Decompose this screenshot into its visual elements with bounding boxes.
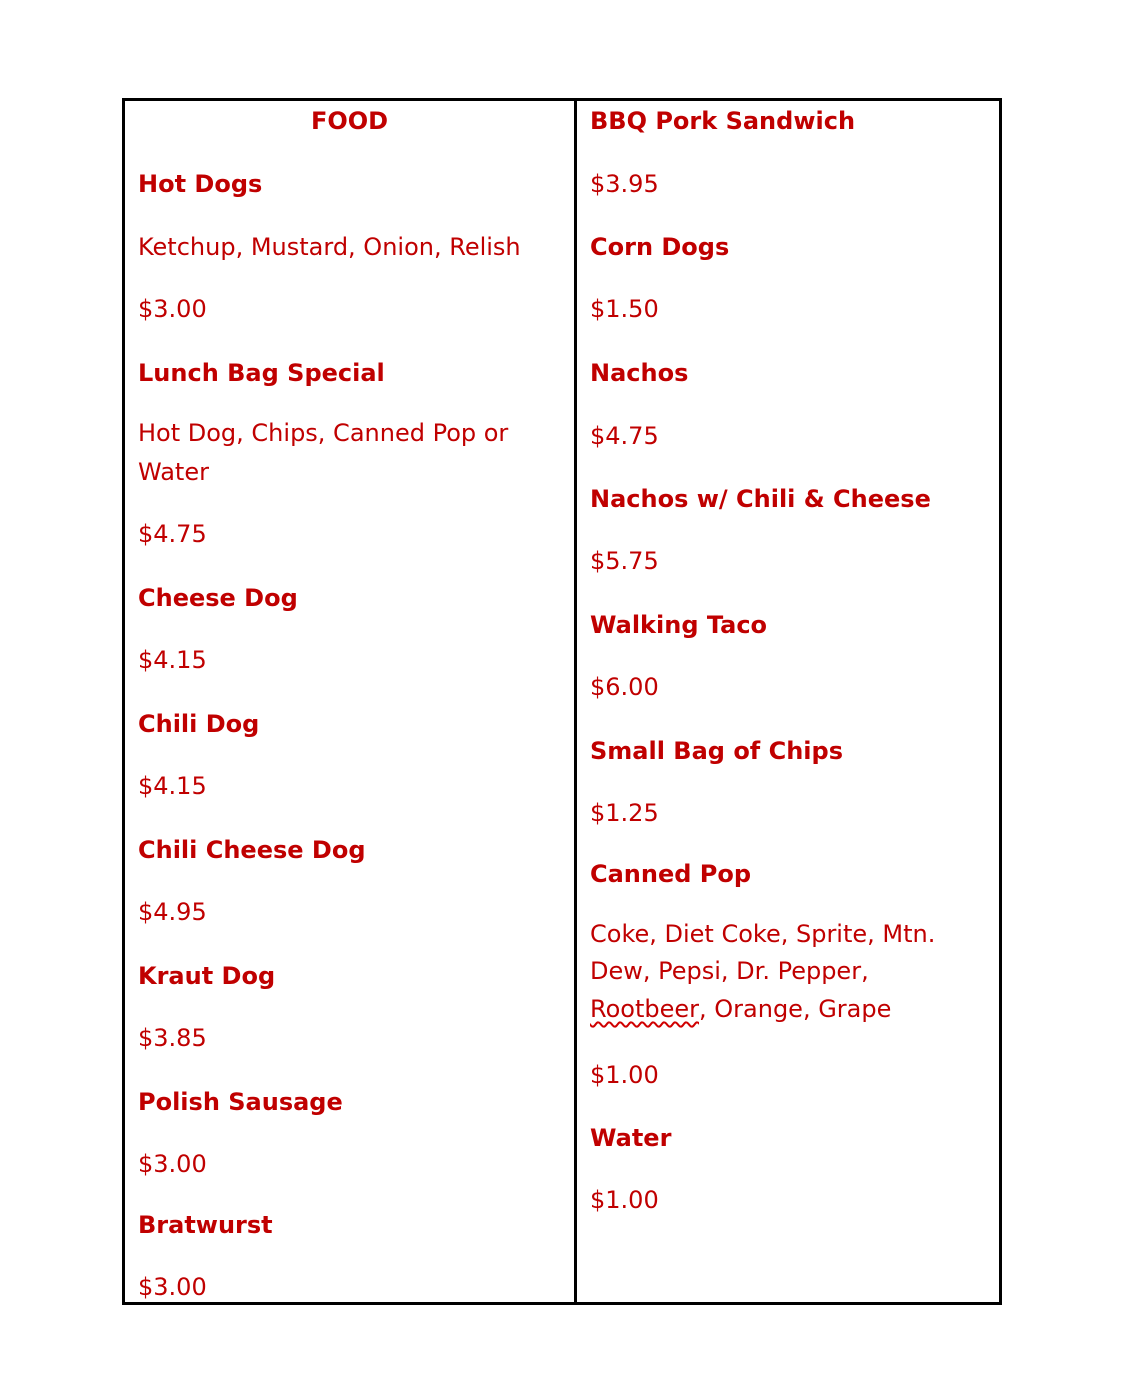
item-price: $4.75 (138, 520, 207, 548)
item-name: BBQ Pork Sandwich (590, 107, 856, 135)
item-desc: Water (138, 458, 209, 486)
item-name: Cheese Dog (138, 584, 298, 612)
item-name: Small Bag of Chips (590, 737, 843, 765)
item-price: $3.00 (138, 295, 207, 323)
item-price: $3.95 (590, 170, 659, 198)
food-column-right (577, 101, 999, 1302)
item-price: $4.15 (138, 646, 207, 674)
item-price: $1.25 (590, 799, 659, 827)
item-desc-rest: , Orange, Grape (699, 995, 892, 1023)
item-price: $3.00 (138, 1273, 207, 1301)
item-name: Polish Sausage (138, 1088, 343, 1116)
misspelled-word: Rootbeer (590, 995, 700, 1023)
item-name: Kraut Dog (138, 962, 276, 990)
food-column-left (125, 101, 577, 1302)
item-name: Chili Cheese Dog (138, 836, 366, 864)
item-price: $4.95 (138, 898, 207, 926)
item-desc (590, 990, 891, 1028)
item-price: $5.75 (590, 547, 659, 575)
item-price: $4.15 (138, 772, 207, 800)
item-name: Lunch Bag Special (138, 359, 385, 387)
item-price: $1.50 (590, 295, 659, 323)
item-desc: Hot Dog, Chips, Canned Pop or (138, 419, 509, 447)
item-price: $1.00 (590, 1186, 659, 1214)
item-name: Water (590, 1124, 672, 1152)
item-price: $3.00 (138, 1150, 207, 1178)
item-desc: Ketchup, Mustard, Onion, Relish (138, 233, 521, 261)
item-name: Walking Taco (590, 611, 768, 639)
item-price: $3.85 (138, 1024, 207, 1052)
item-price: $6.00 (590, 673, 659, 701)
item-name: Canned Pop (590, 860, 752, 888)
item-price: $1.00 (590, 1061, 659, 1089)
item-name: Chili Dog (138, 710, 260, 738)
item-name: Bratwurst (138, 1211, 273, 1239)
food-header: FOOD (310, 107, 389, 135)
item-price: $4.75 (590, 422, 659, 450)
item-name: Corn Dogs (590, 233, 730, 261)
item-name: Nachos w/ Chili & Cheese (590, 485, 931, 513)
item-name: Nachos (590, 359, 689, 387)
item-desc: Dew, Pepsi, Dr. Pepper, (590, 957, 869, 985)
item-name: Hot Dogs (138, 170, 263, 198)
item-desc: Coke, Diet Coke, Sprite, Mtn. (590, 920, 936, 948)
menu-table (122, 98, 1002, 1305)
